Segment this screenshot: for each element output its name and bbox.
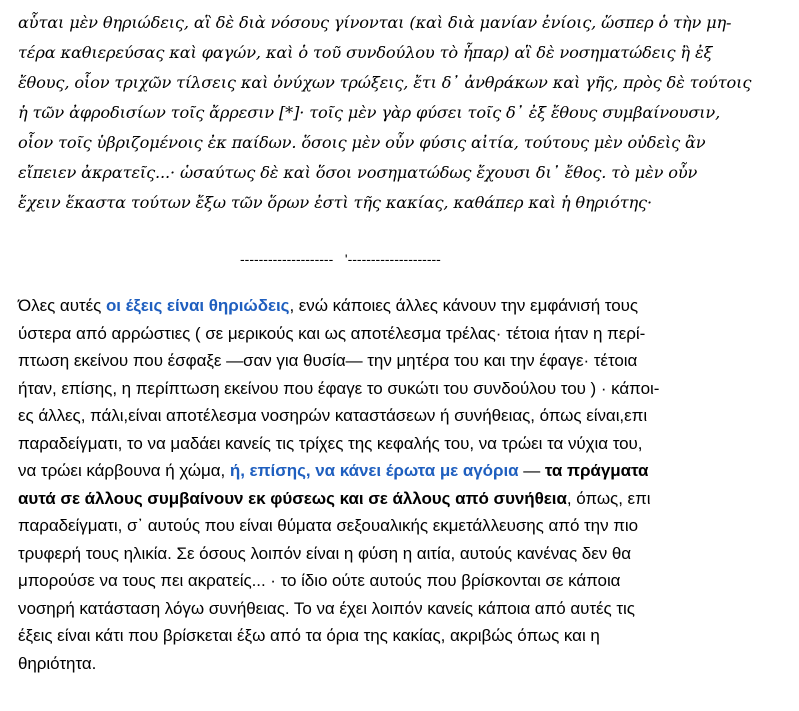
document-page [18, 0, 788, 677]
translation-line: νοσηρή κατάσταση λόγω συνήθειας. Το να έχει λοιπόν κανείς κάποια από αυτές τις [18, 598, 635, 618]
ancient-text-line: ἔχειν ἕκαστα τούτων ἔξω τῶν ὅρων ἐστὶ τῆς κακίας, καθάπερ καὶ ἡ θηριότης· [18, 193, 652, 212]
translation-text: να τρώει κάρβουνα ή χώμα, [18, 461, 230, 480]
translation-text: — [518, 461, 545, 480]
translation-line: πτωση εκείνου που έσφαξε —σαν για θυσία— την μητέρα του και την έφαγε· τέτοια [18, 351, 638, 370]
translation-text: , όπως, επι [566, 488, 651, 508]
ancient-text-line: οἷον τοῖς ὑβριζομένοις ἐκ παίδων. ὅσοις μὲν οὖν φύσις αἰτία, τούτους μὲν οὐδεὶς ἂν [18, 133, 706, 152]
highlighted-phrase-bestial-habits: οι έξεις είναι θηριώδεις [105, 296, 290, 315]
bold-phrase: τα πράγματα [544, 461, 649, 480]
translation-line: ήταν, επίσης, η περίπτωση εκείνου που έφαγε το συκώτι του συνδούλου του ) · κάποι- [18, 378, 660, 398]
ancient-greek-passage [18, 8, 788, 218]
translation-line: παραδείγματι, σ᾽ αυτούς που είναι θύματα σεξουαλικής εκμετάλλευσης από την πιο [18, 516, 639, 535]
translation-line: ες άλλες, πάλι,είναι αποτέλεσμα νοσηρών καταστάσεων ή συνήθειας, όπως είναι,επι [18, 406, 648, 425]
translation-text: Όλες αυτές [18, 296, 106, 315]
ancient-text-line: τέρα καθιερεύσας καὶ φαγών, καὶ ὁ τοῦ συνδούλου τὸ ἧπαρ) αἳ δὲ νοσηματώδεις ἢ ἐξ [18, 43, 713, 62]
ancient-text-line: εἴπειεν ἀκρατεῖς...· ὡσαύτως δὲ καὶ ὅσοι νοσηματώδως ἔχουσι δι᾽ ἔθος. τὸ μὲν οὖν [18, 163, 698, 182]
bold-phrase: αυτά σε άλλους συμβαίνουν εκ φύσεως και σε άλλους από συνήθεια [18, 488, 567, 508]
translation-line [18, 292, 788, 320]
section-separator: -------------------- '-------------------- [240, 251, 441, 267]
translation-line: παραδείγματι, το να μαδάει κανείς τις τρίχες της κεφαλής του, να τρώει τα νύχια του, [18, 433, 643, 453]
translation-text: , ενώ κάποιες άλλες κάνουν την εμφάνισή τους [289, 296, 638, 315]
modern-greek-translation [18, 292, 788, 677]
ancient-text-line: αὗται μὲν θηριώδεις, αἳ δὲ διὰ νόσους γίνονται (καὶ διὰ μανίαν ἐνίοις, ὥσπερ ὁ τὴν μη- [18, 13, 732, 32]
ancient-text-line: ἔθους, οἷον τριχῶν τίλσεις καὶ ὀνύχων τρώξεις, ἔτι δ᾽ ἀνθράκων καὶ γῆς, πρὸς δὲ τούτοις [18, 73, 752, 92]
highlighted-phrase-love-with-boys: ή, επίσης, να κάνει έρωτα με αγόρια [229, 461, 519, 480]
translation-line: μπορούσε να τους πει ακρατείς... · το ίδιο ούτε αυτούς που βρίσκονται σε κάποια [18, 571, 621, 590]
ancient-text-line: ἡ τῶν ἀφροδισίων τοῖς ἄρρεσιν [*]· τοῖς μὲν γὰρ φύσει τοῖς δ᾽ ἐξ ἔθους συμβαίνουσιν, [18, 103, 721, 122]
translation-line: τρυφερή τους ηλικία. Σε όσους λοιπόν είναι η φύση η αιτία, αυτούς κανένας δεν θα [18, 543, 632, 563]
translation-line: θηριότητα. [18, 653, 97, 673]
translation-line: έξεις είναι κάτι που βρίσκεται έξω από τα όρια της κακίας, ακριβώς όπως και η [18, 626, 600, 645]
translation-line [18, 485, 788, 513]
translation-line [18, 457, 788, 485]
translation-line: ύστερα από αρρώστιες ( σε μερικούς και ως αποτέλεσμα τρέλας· τέτοια ήταν η περί- [18, 323, 646, 343]
